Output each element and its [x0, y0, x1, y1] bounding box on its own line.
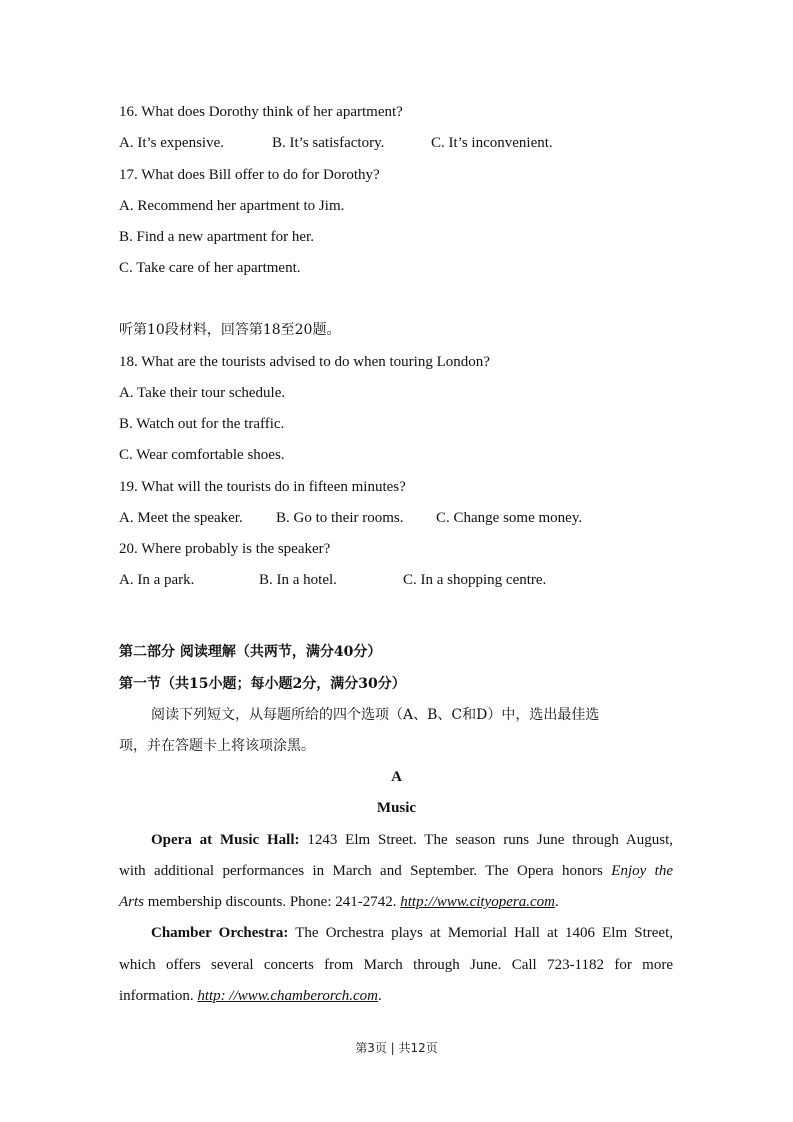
question-20: 20. Where probably is the speaker?: [119, 541, 331, 557]
chamber-name: Chamber Orchestra:: [151, 925, 289, 941]
text: membership discounts. Phone: 241-2742.: [147, 894, 397, 910]
option-c: C. Change some money.: [436, 510, 583, 526]
option-a: A. In a park.: [119, 572, 195, 588]
opera-line-2: [119, 861, 673, 881]
opera-line-3: [119, 892, 559, 912]
option-c: C. In a shopping centre.: [403, 572, 547, 588]
option-b: B. Find a new apartment for her.: [119, 229, 314, 245]
page-footer: 第3页 | 共12页: [355, 1041, 438, 1055]
text: .: [378, 988, 382, 1004]
option-a: A. Take their tour schedule.: [119, 385, 286, 401]
option-a: A. Meet the speaker.: [119, 510, 243, 526]
option-b: B. It’s satisfactory.: [272, 135, 385, 151]
text: 1243 Elm Street. The season runs June through August,: [307, 832, 674, 848]
instructions-line-2: 项，并在答题卡上将该项涂黑。: [119, 738, 315, 754]
text: .: [554, 894, 559, 910]
chamber-line-3: [119, 986, 382, 1006]
section-title: 第一节（共15小题；每小题2分，满分30分）: [119, 676, 406, 692]
text: information.: [119, 988, 194, 1004]
option-a: A. It’s expensive.: [119, 135, 224, 151]
option-c: C. It’s inconvenient.: [431, 135, 553, 151]
text: with additional performances in March and September. The Opera honors: [119, 863, 603, 879]
option-b: B. Go to their rooms.: [276, 510, 404, 526]
option-c: C. Take care of her apartment.: [119, 260, 301, 276]
instructions-line-1: 阅读下列短文，从每题所给的四个选项（A、B、C和D）中，选出最佳选: [151, 707, 600, 723]
opera-name: Opera at Music Hall:: [151, 832, 300, 848]
question-16: 16. What does Dorothy think of her apartment?: [119, 104, 403, 120]
option-c: C. Wear comfortable shoes.: [119, 447, 285, 463]
chamber-link[interactable]: http: //www.chamberorch.com: [197, 988, 379, 1004]
chamber-line-2: which offers several concerts from March through June. Call 723-1182 for more: [119, 957, 673, 973]
italic-text: Arts: [119, 894, 145, 910]
opera-line-1: [119, 830, 673, 850]
question-18: 18. What are the tourists advised to do when touring London?: [119, 354, 490, 370]
option-b: B. In a hotel.: [259, 572, 337, 588]
option-b: B. Watch out for the traffic.: [119, 416, 285, 432]
chamber-line-1: [119, 923, 673, 943]
part-title: 第二部分 阅读理解（共两节，满分40分）: [119, 644, 382, 660]
option-a: A. Recommend her apartment to Jim.: [119, 198, 345, 214]
question-19: 19. What will the tourists do in fifteen minutes?: [119, 479, 406, 495]
opera-link[interactable]: http://www.cityopera.com: [400, 894, 555, 910]
passage-title: Music: [376, 800, 417, 816]
instruction-passage-10: 听第10段材料，回答第18至20题。: [119, 322, 341, 338]
text: The Orchestra plays at Memorial Hall at 1406 Elm Street,: [295, 925, 673, 941]
italic-text: Enjoy the: [611, 863, 674, 879]
passage-label: A: [391, 769, 402, 785]
question-17: 17. What does Bill offer to do for Dorothy?: [119, 167, 380, 183]
